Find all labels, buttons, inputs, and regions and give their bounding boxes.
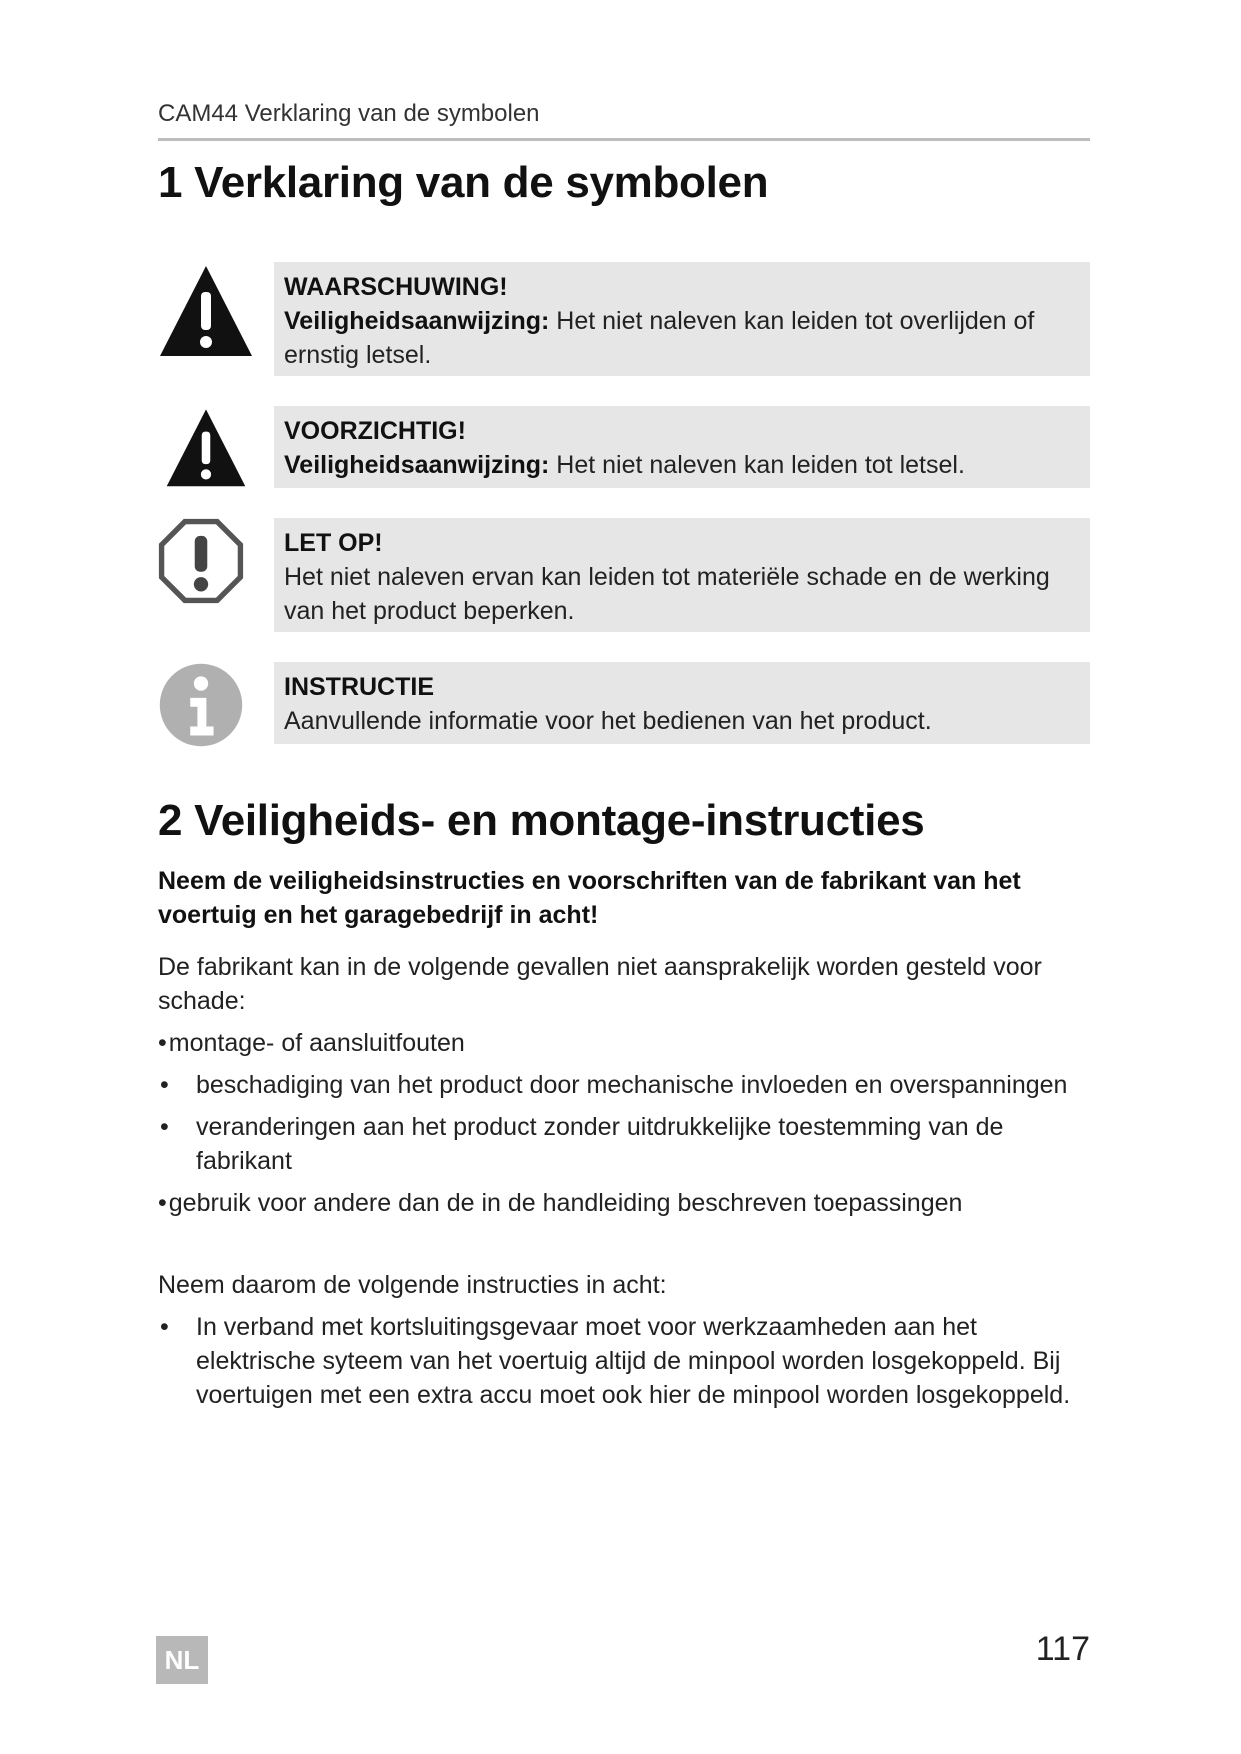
bullet-icon: • bbox=[158, 1029, 167, 1057]
bullet-icon: • bbox=[160, 1071, 169, 1099]
notice-warning-box bbox=[274, 262, 1090, 376]
liability-paragraph: De fabrikant kan in de volgende gevallen niet aansprakelijk worden gesteld voor schade: bbox=[158, 953, 1042, 1015]
list-item: • In verband met kortsluitingsgevaar moet voor werkzaamheden aan het elektrische syteem van het voertuig altijd de minpool worden losgekoppeld. Bij voertuigen met een extra accu moet ook hier de minpool worden losgekoppeld. bbox=[158, 1310, 1098, 1412]
running-header: CAM44 Verklaring van de symbolen bbox=[158, 100, 540, 127]
bullet-icon: • bbox=[158, 1189, 167, 1217]
notice-info-heading: INSTRUCTIE bbox=[284, 673, 434, 701]
notice-attention-box bbox=[274, 518, 1090, 632]
language-badge: NL bbox=[156, 1636, 208, 1684]
notice-warning-heading: WAARSCHUWING! bbox=[284, 273, 508, 301]
notice-attention-heading: LET OP! bbox=[284, 529, 383, 557]
bullet-icon: • bbox=[160, 1113, 169, 1141]
list-item: •montage- of aansluitfouten bbox=[158, 1029, 465, 1057]
safety-intro: Neem de veiligheidsinstructies en voorschriften van de fabrikant van het voertuig en het garagebedrijf in acht! bbox=[158, 867, 1021, 929]
notice-warning-text: Het niet naleven kan leiden tot overlijden of ernstig letsel. bbox=[284, 307, 1035, 369]
info-circle-icon bbox=[158, 662, 244, 748]
octagon-exclamation-icon bbox=[158, 518, 244, 604]
notice-attention-text: Het niet naleven ervan kan leiden tot materiële schade en de werking van het product beperken. bbox=[284, 563, 1050, 625]
notice-caution bbox=[158, 406, 1090, 488]
liability-list bbox=[158, 1026, 1098, 1228]
section-1-title: 1 Verklaring van de symbolen bbox=[158, 158, 769, 207]
instructions-list bbox=[158, 1310, 1098, 1420]
notice-info-box bbox=[274, 662, 1090, 744]
notice-info-text: Aanvullende informatie voor het bedienen van het product. bbox=[284, 707, 932, 735]
page-number: 117 bbox=[1035, 1630, 1090, 1668]
notice-info bbox=[158, 662, 1090, 744]
notice-warning bbox=[158, 262, 1090, 376]
warning-triangle-icon bbox=[158, 406, 254, 488]
notice-caution-text: Het niet naleven kan leiden tot letsel. bbox=[549, 451, 965, 479]
section-2-title: 2 Veiligheids- en montage-instructies bbox=[158, 796, 925, 845]
notice-caution-heading: VOORZICHTIG! bbox=[284, 417, 466, 445]
list-item: • beschadiging van het product door mechanische invloeden en overspanningen bbox=[158, 1068, 1098, 1102]
instructions-paragraph: Neem daarom de volgende instructies in acht: bbox=[158, 1271, 667, 1299]
warning-triangle-icon bbox=[158, 262, 254, 358]
notice-warning-label: Veiligheidsaanwijzing: bbox=[284, 307, 550, 335]
list-item: • veranderingen aan het product zonder uitdrukkelijke toestemming van de fabrikant bbox=[158, 1110, 1098, 1178]
list-item: •gebruik voor andere dan de in de handleiding beschreven toepassingen bbox=[158, 1189, 963, 1217]
bullet-icon: • bbox=[160, 1313, 169, 1341]
notice-attention bbox=[158, 518, 1090, 632]
notice-caution-box bbox=[274, 406, 1090, 488]
notice-caution-label: Veiligheidsaanwijzing: bbox=[284, 451, 550, 479]
header-divider bbox=[158, 138, 1090, 141]
